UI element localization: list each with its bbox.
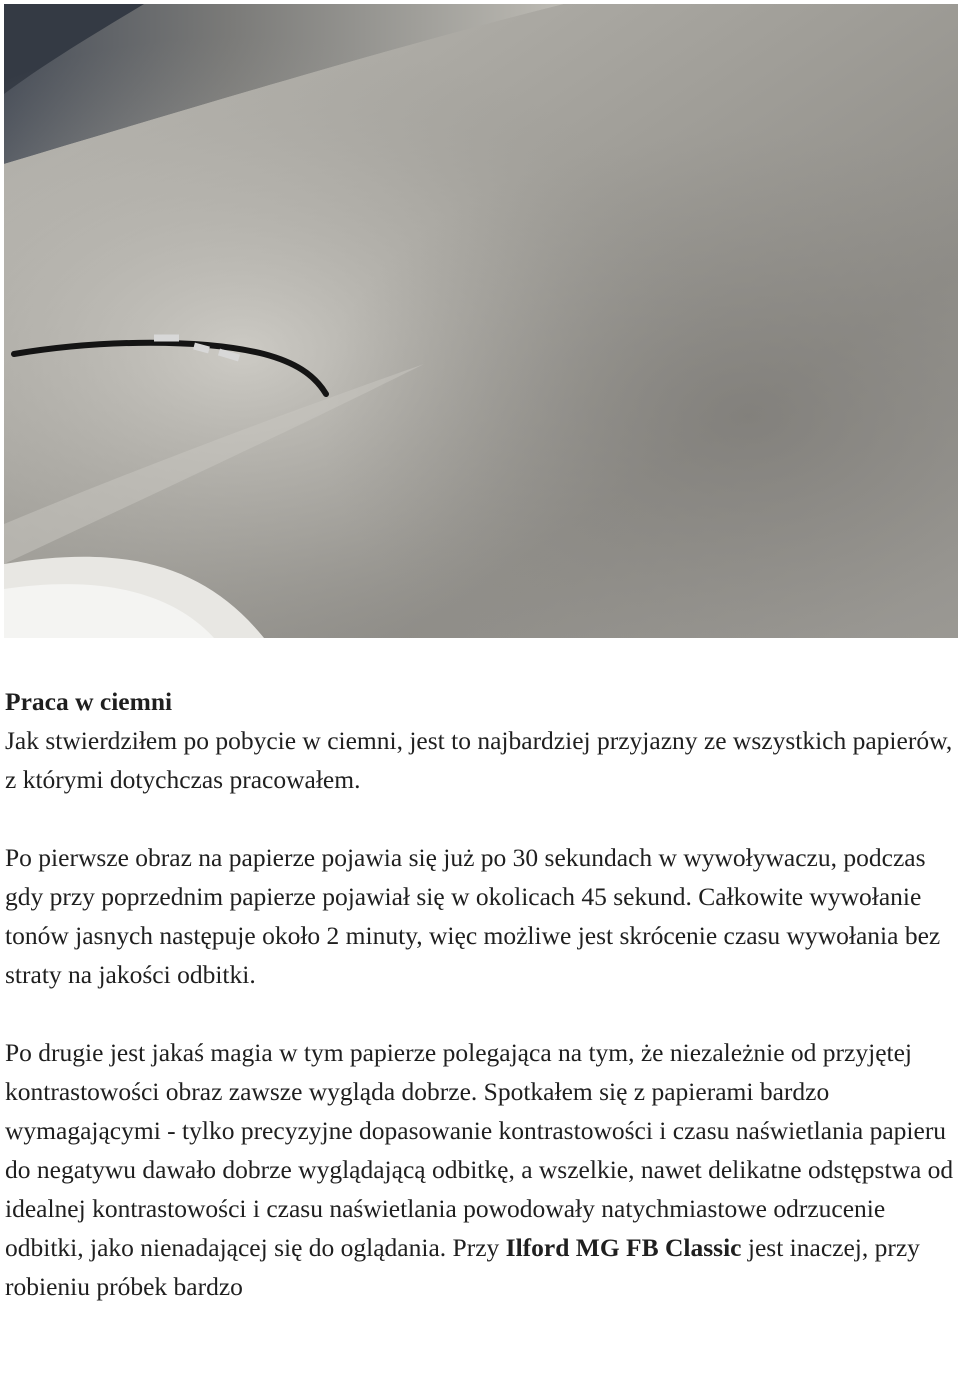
paper-sheet-photo-icon [4, 4, 958, 638]
section-heading: Praca w ciemni [5, 687, 173, 716]
article [5, 682, 955, 1306]
paper-photo [4, 4, 958, 638]
paragraph-1: Jak stwierdziłem po pobycie w ciemni, jest to najbardziej przyjazny ze wszystkich papierów, z którymi dotychczas pracowałem. [5, 726, 953, 794]
paragraph-3 [5, 1033, 955, 1306]
paragraph-3-text-before: Po drugie jest jakaś magia w tym papierze polegająca na tym, że niezależnie od przyjętej kontrastowości obraz zawsze wygląda dobrze. Spotkałem się z papierami bardzo wymagającymi - tylko precyzyjne dopasowanie kontrastowości i czasu naświetlania papieru do negatywu dawało dobrze wyglądającą odbitkę, a wszelkie, nawet delikatne odstępstwa od idealnej kontrastowości i czasu naświetlania powodowały natychmiastowe odrzucenie odbitki, jako nienadającej się do oglądania. Przy [5, 1038, 954, 1262]
product-name: Ilford MG FB Classic [505, 1233, 742, 1262]
paragraph-3-text-after: jest inaczej, przy robieniu próbek bardzo [5, 1233, 920, 1301]
paragraph-2: Po pierwsze obraz na papierze pojawia się już po 30 sekundach w wywoływaczu, podczas gdy przy poprzednim papierze pojawiał się w okolicach 45 sekund. Całkowite wywołanie tonów jasnych następuje około 2 minuty, więc możliwe jest skrócenie czasu wywołania bez straty na jakości odbitki. [5, 843, 941, 989]
